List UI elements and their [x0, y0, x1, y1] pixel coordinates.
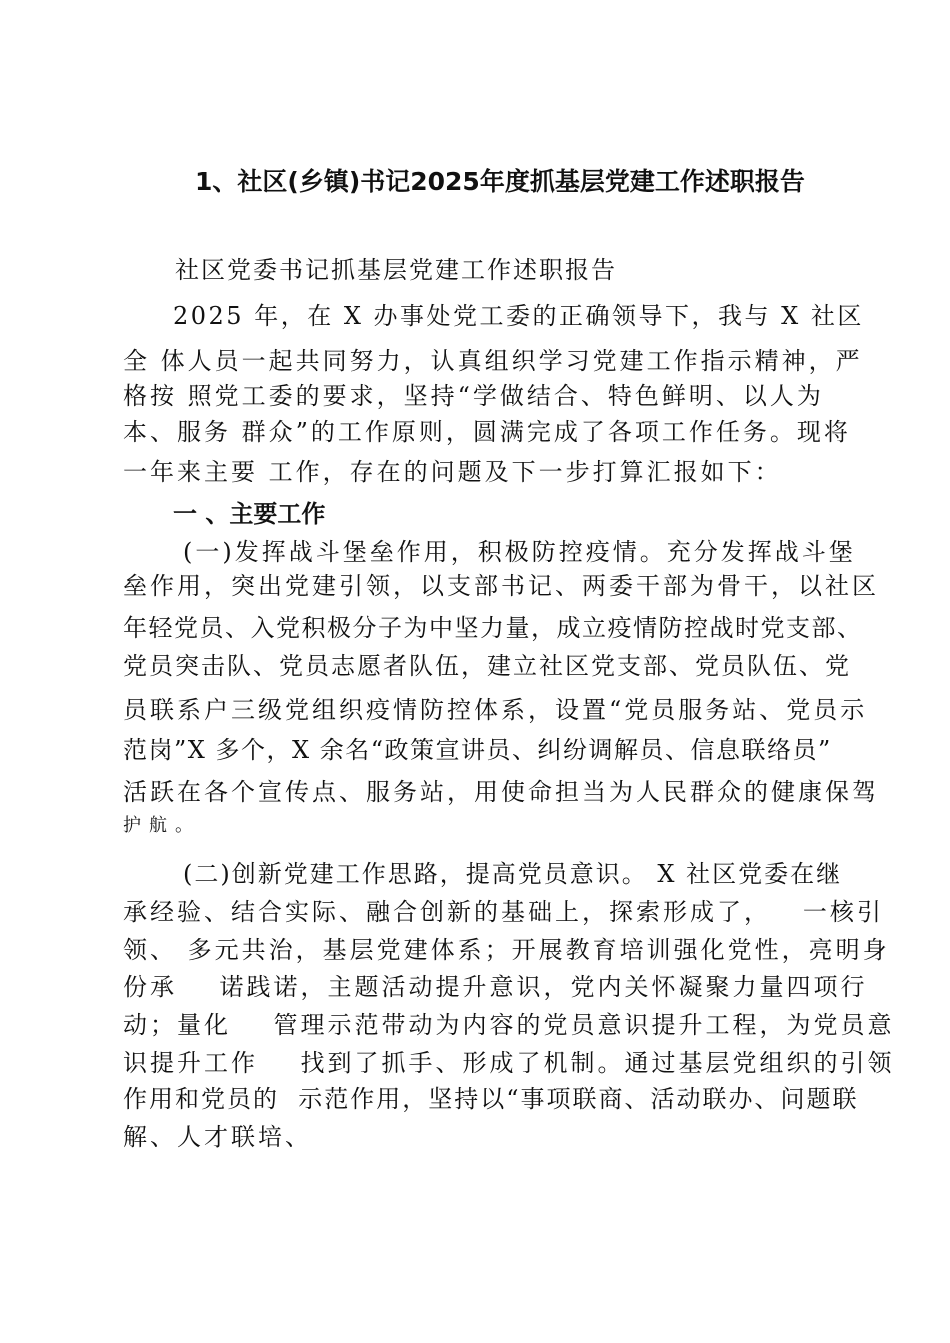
intro-line: 本、服务 群众”的工作原则，圆满完成了各项工作任务。现将 [123, 418, 851, 446]
intro-line: 一年来主要 工作，存在的问题及下一步打算汇报如下： [123, 458, 782, 486]
paragraph-line: (一)发挥战斗堡垒作用，积极防控疫情。充分发挥战斗堡 [183, 538, 856, 566]
intro-line: 2025 年，在 X 办事处党工委的正确领导下，我与 X 社区 [173, 302, 864, 330]
report-subtitle: 社区党委书记抓基层党建工作述职报告 [175, 256, 617, 284]
paragraph-line: 活跃在各个宣传点、服务站，用使命担当为人民群众的健康保驾 [123, 778, 879, 806]
section-heading: 一 、主要工作 [173, 500, 326, 528]
intro-line: 格按 照党工委的要求，坚持“学做结合、特色鲜明、以人为 [123, 382, 824, 410]
paragraph-line: 作用和党员的 示范作用，坚持以“事项联商、活动联办、问题联 [123, 1085, 859, 1113]
paragraph-line: 领、 多元共治，基层党建体系；开展教育培训强化党性，亮明身 [123, 936, 890, 964]
paragraph-line: 护航。 [123, 815, 201, 836]
paragraph-line: 垒作用，突出党建引领，以支部书记、两委干部为骨干，以社区 [123, 572, 879, 600]
paragraph-line: 承经验、结合实际、融合创新的基础上，探索形成了， 一核引 [123, 898, 884, 926]
paragraph-line: 份承 诺践诺，主题活动提升意识，党内关怀凝聚力量四项行 [123, 973, 868, 1001]
intro-line: 全 体人员一起共同努力，认真组织学习党建工作指示精神，严 [123, 347, 863, 375]
paragraph-line: 年轻党员、入党积极分子为中坚力量，成立疫情防控战时党支部、 [123, 614, 863, 642]
paragraph-line: 解、人才联培、 [123, 1123, 312, 1151]
paragraph-line: 识提升工作 找到了抓手、形成了机制。通过基层党组织的引领 [123, 1049, 895, 1077]
paragraph-line: 党员突击队、党员志愿者队伍，建立社区党支部、党员队伍、党 [123, 652, 851, 680]
paragraph-line: 员联系户三级党组织疫情防控体系，设置“党员服务站、党员示 [123, 696, 868, 724]
paragraph-line: 范岗”X 多个，X 余名“政策宣讲员、纠纷调解员、信息联络员” [123, 736, 832, 764]
paragraph-line: 动；量化 管理示范带动为内容的党员意识提升工程，为党员意 [123, 1011, 895, 1039]
document-title: 1、社区(乡镇)书记2025年度抓基层党建工作述职报告 [195, 167, 805, 196]
paragraph-line: (二)创新党建工作思路，提高党员意识。 X 社区党委在继 [183, 860, 843, 888]
